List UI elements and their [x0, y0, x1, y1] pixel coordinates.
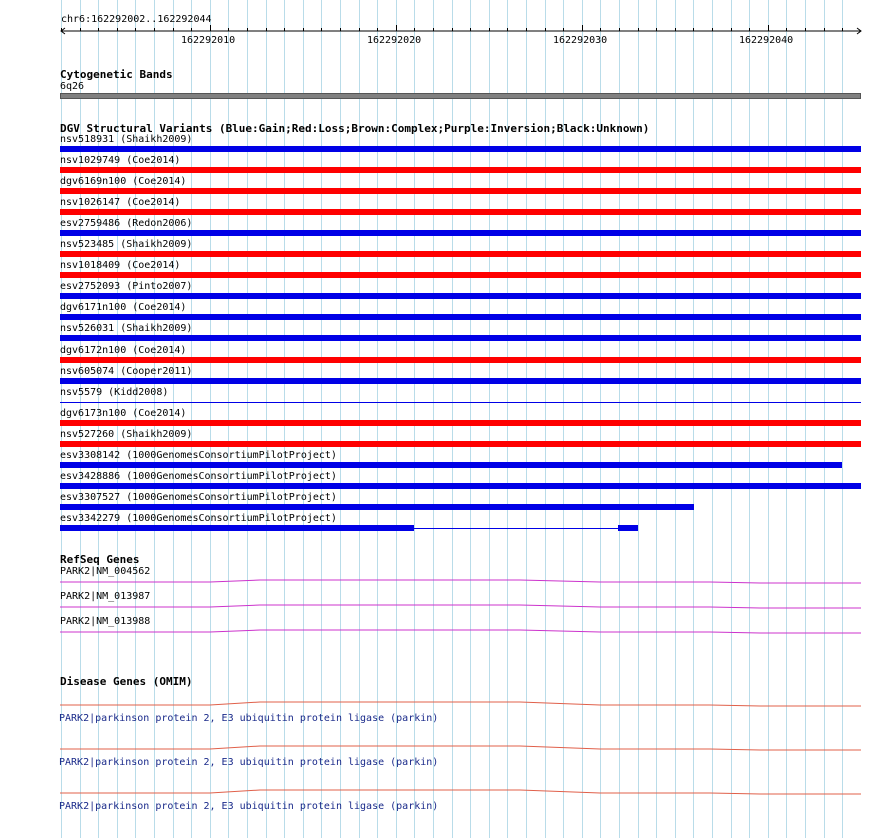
dgv-variant-label[interactable]: nsv1029749 (Coe2014)	[60, 155, 181, 166]
omim-gene-line[interactable]	[60, 702, 861, 706]
dgv-variant-bar-segment[interactable]	[618, 525, 638, 531]
ruler-minor-tick	[638, 28, 639, 31]
ruler-minor-tick	[489, 28, 490, 31]
grid-line	[731, 0, 732, 838]
ruler-minor-tick	[712, 28, 713, 31]
dgv-variant-label[interactable]: dgv6173n100 (Coe2014)	[60, 408, 187, 419]
ruler-minor-tick	[563, 28, 564, 31]
dgv-variant-label[interactable]: nsv526031 (Shaikh2009)	[60, 323, 193, 334]
dgv-variant-bar[interactable]	[60, 441, 861, 447]
dgv-variant-label[interactable]: esv3342279 (1000GenomesConsortiumPilotProject)	[60, 513, 337, 524]
dgv-variant-bar[interactable]	[60, 420, 861, 426]
ruler-axis	[0, 0, 890, 40]
region-label: chr6:162292002..162292044	[61, 14, 212, 25]
ruler-minor-tick	[414, 28, 415, 31]
ruler-minor-tick	[656, 28, 657, 31]
ruler-minor-tick	[731, 28, 732, 31]
dgv-variant-bar-segment[interactable]	[60, 525, 414, 531]
refseq-track-title: RefSeq Genes	[60, 553, 140, 566]
ruler-minor-tick	[340, 28, 341, 31]
dgv-variant-label[interactable]: nsv523485 (Shaikh2009)	[60, 239, 193, 250]
ruler-minor-tick	[824, 28, 825, 31]
grid-line	[805, 0, 806, 838]
dgv-variant-bar[interactable]	[60, 462, 842, 468]
dgv-variant-label[interactable]: nsv518931 (Shaikh2009)	[60, 134, 193, 145]
ruler-minor-tick	[303, 28, 304, 31]
grid-line	[693, 0, 694, 838]
dgv-variant-label[interactable]: dgv6171n100 (Coe2014)	[60, 302, 187, 313]
grid-line	[712, 0, 713, 838]
omim-gene-label[interactable]: PARK2|parkinson protein 2, E3 ubiquitin protein ligase (parkin)	[59, 757, 439, 768]
omim-gene-label[interactable]: PARK2|parkinson protein 2, E3 ubiquitin protein ligase (parkin)	[59, 713, 439, 724]
dgv-variant-bar[interactable]	[60, 272, 861, 278]
ruler-major-tick	[210, 25, 211, 31]
ruler-major-tick	[768, 25, 769, 31]
ruler-minor-tick	[135, 28, 136, 31]
dgv-variant-bar[interactable]	[60, 504, 694, 510]
ruler-major-tick	[582, 25, 583, 31]
dgv-variant-bar[interactable]	[60, 146, 861, 152]
dgv-variant-bar[interactable]	[60, 314, 861, 320]
refseq-gene-line[interactable]	[60, 605, 861, 608]
dgv-variant-label[interactable]: nsv527260 (Shaikh2009)	[60, 429, 193, 440]
ruler-tick-label: 162292040	[739, 35, 794, 46]
refseq-gene-line[interactable]	[60, 580, 861, 583]
refseq-gene-label[interactable]: PARK2|NM_004562	[60, 566, 151, 577]
dgv-variant-bar[interactable]	[60, 357, 861, 363]
cytoband-bar[interactable]	[60, 93, 861, 99]
dgv-variant-bar[interactable]	[60, 188, 861, 194]
ruler-minor-tick	[191, 28, 192, 31]
grid-line	[842, 0, 843, 838]
dgv-variant-bar[interactable]	[60, 293, 861, 299]
ruler-minor-tick	[693, 28, 694, 31]
ruler-minor-tick	[228, 28, 229, 31]
cytoband-track-title: Cytogenetic Bands	[60, 68, 173, 81]
grid-line	[675, 0, 676, 838]
ruler-tick-label: 162292030	[553, 35, 608, 46]
ruler-minor-tick	[749, 28, 750, 31]
ruler-minor-tick	[433, 28, 434, 31]
omim-gene-line[interactable]	[60, 790, 861, 794]
dgv-variant-label[interactable]: nsv1018409 (Coe2014)	[60, 260, 181, 271]
dgv-variant-label[interactable]: esv3307527 (1000GenomesConsortiumPilotProject)	[60, 492, 337, 503]
dgv-variant-bar[interactable]	[60, 167, 861, 173]
ruler-minor-tick	[266, 28, 267, 31]
dgv-variant-label[interactable]: esv2752093 (Pinto2007)	[60, 281, 193, 292]
dgv-variant-bar[interactable]	[60, 251, 861, 257]
grid-line	[786, 0, 787, 838]
ruler-tick-label: 162292020	[367, 35, 422, 46]
ruler-major-tick	[396, 25, 397, 31]
ruler-minor-tick	[600, 28, 601, 31]
ruler-minor-tick	[321, 28, 322, 31]
refseq-gene-label[interactable]: PARK2|NM_013988	[60, 616, 151, 627]
dgv-variant-bar[interactable]	[60, 335, 861, 341]
dgv-variant-label[interactable]: esv3428886 (1000GenomesConsortiumPilotProject)	[60, 471, 337, 482]
ruler-minor-tick	[247, 28, 248, 31]
ruler-minor-tick	[545, 28, 546, 31]
ruler-minor-tick	[526, 28, 527, 31]
ruler-minor-tick	[675, 28, 676, 31]
ruler-minor-tick	[507, 28, 508, 31]
dgv-variant-label[interactable]: nsv5579 (Kidd2008)	[60, 387, 169, 398]
omim-gene-line[interactable]	[60, 746, 861, 750]
ruler-minor-tick	[173, 28, 174, 31]
grid-line	[768, 0, 769, 838]
ruler-tick-label: 162292010	[181, 35, 236, 46]
grid-line	[656, 0, 657, 838]
ruler-minor-tick	[786, 28, 787, 31]
ruler-minor-tick	[61, 28, 62, 31]
dgv-variant-bar[interactable]	[60, 483, 861, 489]
dgv-variant-label[interactable]: esv3308142 (1000GenomesConsortiumPilotProject)	[60, 450, 337, 461]
dgv-variant-label[interactable]: esv2759486 (Redon2006)	[60, 218, 193, 229]
dgv-variant-label[interactable]: dgv6172n100 (Coe2014)	[60, 345, 187, 356]
ruler-minor-tick	[619, 28, 620, 31]
ruler-minor-tick	[452, 28, 453, 31]
refseq-gene-label[interactable]: PARK2|NM_013987	[60, 591, 151, 602]
dgv-variant-bar[interactable]	[60, 378, 861, 384]
dgv-variant-bar[interactable]	[60, 209, 861, 215]
ruler-minor-tick	[359, 28, 360, 31]
ruler-minor-tick	[284, 28, 285, 31]
ruler-minor-tick	[470, 28, 471, 31]
grid-line	[749, 0, 750, 838]
ruler-minor-tick	[842, 28, 843, 31]
dgv-variant-label[interactable]: nsv605074 (Cooper2011)	[60, 366, 193, 377]
dgv-variant-connector	[414, 528, 618, 529]
cytoband-name: 6q26	[60, 81, 85, 92]
dgv-track-title: DGV Structural Variants (Blue:Gain;Red:Loss;Brown:Complex;Purple:Inversion;Black:Unknown)	[60, 122, 650, 135]
ruler-minor-tick	[154, 28, 155, 31]
ruler-minor-tick	[117, 28, 118, 31]
omim-track-title: Disease Genes (OMIM)	[60, 675, 193, 688]
dgv-variant-label[interactable]: dgv6169n100 (Coe2014)	[60, 176, 187, 187]
ruler-minor-tick	[80, 28, 81, 31]
refseq-gene-line[interactable]	[60, 630, 861, 633]
dgv-variant-bar[interactable]	[60, 230, 861, 236]
ruler-minor-tick	[377, 28, 378, 31]
dgv-variant-label[interactable]: nsv1026147 (Coe2014)	[60, 197, 181, 208]
ruler-minor-tick	[98, 28, 99, 31]
dgv-variant-bar[interactable]	[60, 402, 861, 403]
grid-line	[824, 0, 825, 838]
ruler-minor-tick	[805, 28, 806, 31]
omim-gene-label[interactable]: PARK2|parkinson protein 2, E3 ubiquitin protein ligase (parkin)	[59, 801, 439, 812]
